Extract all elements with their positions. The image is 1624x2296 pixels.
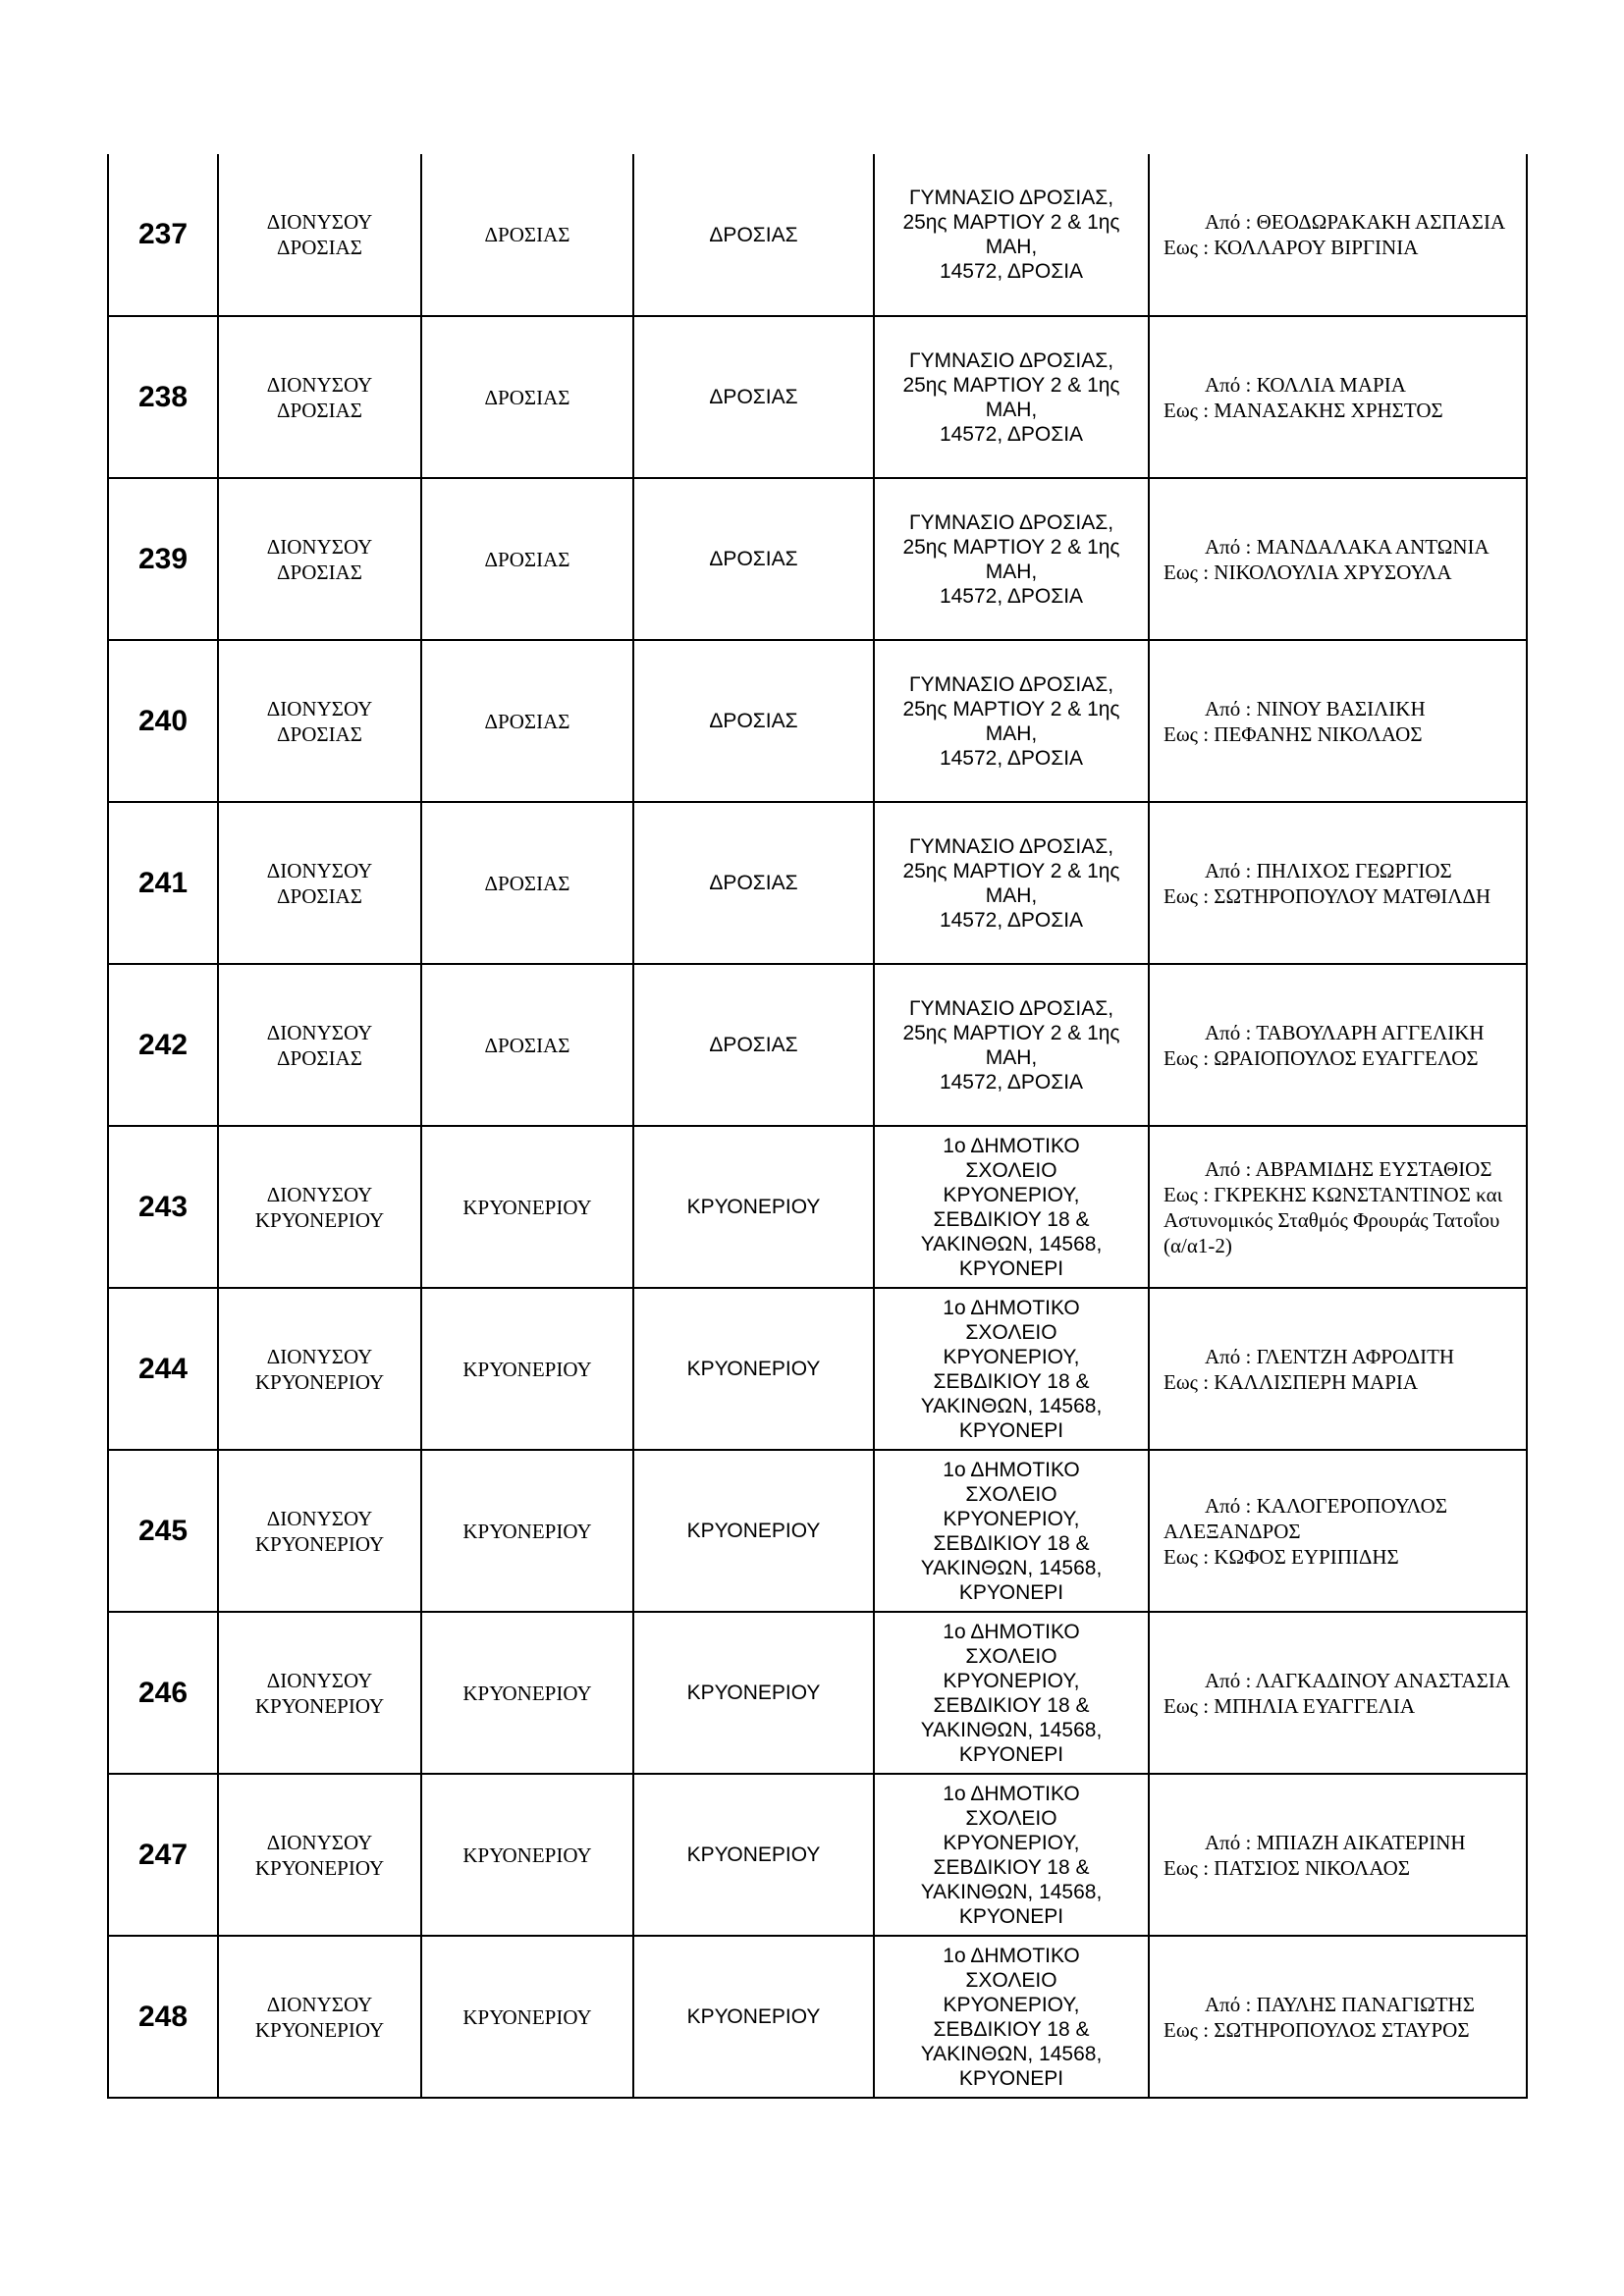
municipal-unit: ΚΡΥΟΝΕΡΙΟΥ: [421, 1126, 633, 1288]
polling-location-line: ΣΧΟΛΕΙΟ: [965, 1806, 1057, 1830]
range-to: Εως : ΠΕΦΑΝΗΣ ΝΙΚΟΛΑΟΣ: [1164, 721, 1423, 746]
electoral-district: ΚΡΥΟΝΕΡΙΟΥ: [633, 1126, 874, 1288]
municipality-line: ΔΙΟΝΥΣΟΥ: [266, 1020, 373, 1044]
voter-range-cell: [1149, 1612, 1527, 1774]
station-number: 241: [108, 802, 218, 964]
voter-range-cell: [1149, 1288, 1527, 1450]
municipal-unit: ΔΡΟΣΙΑΣ: [421, 640, 633, 802]
polling-location-line: 25ης ΜΑΡΤΙΟΥ 2 & 1ης: [902, 535, 1120, 559]
polling-location-line: ΣΕΒΔΙΚΙΟΥ 18 &: [933, 2017, 1090, 2041]
polling-location-line: ΚΡΥΟΝΕΡΙ: [958, 1904, 1064, 1928]
municipal-unit: ΔΡΟΣΙΑΣ: [421, 964, 633, 1126]
polling-location-line: 14572, ΔΡΟΣΙΑ: [939, 422, 1084, 446]
municipality-line: ΔΙΟΝΥΣΟΥ: [266, 1506, 373, 1530]
polling-location-line: ΚΡΥΟΝΕΡΙΟΥ,: [943, 1507, 1080, 1530]
station-number: 248: [108, 1936, 218, 2098]
municipality-line: ΚΡΥΟΝΕΡΙΟΥ: [254, 1369, 385, 1394]
polling-location-line: ΓΥΜΝΑΣΙΟ ΔΡΟΣΙΑΣ,: [908, 187, 1114, 209]
municipality-cell: [218, 1774, 421, 1936]
polling-location-line: ΣΧΟΛΕΙΟ: [965, 1968, 1057, 1992]
table-row: [108, 1774, 1527, 1936]
range-from: Από : ΘΕΟΔΩΡΑΚΑΚΗ ΑΣΠΑΣΙΑ: [1205, 210, 1506, 234]
station-number: 242: [108, 964, 218, 1126]
electoral-district: ΚΡΥΟΝΕΡΙΟΥ: [633, 1774, 874, 1936]
polling-location-line: 14572, ΔΡΟΣΙΑ: [939, 908, 1084, 932]
polling-location-line: ΚΡΥΟΝΕΡΙΟΥ,: [943, 1831, 1080, 1854]
municipality-line: ΔΙΟΝΥΣΟΥ: [266, 1182, 373, 1206]
range-from: Από : ΝΙΝΟΥ ΒΑΣΙΛΙΚΗ: [1205, 696, 1426, 721]
polling-location-line: ΥΑΚΙΝΘΩΝ, 14568,: [920, 1718, 1103, 1741]
polling-location-line: 25ης ΜΑΡΤΙΟΥ 2 & 1ης: [902, 211, 1120, 234]
municipal-unit: ΚΡΥΟΝΕΡΙΟΥ: [421, 1936, 633, 2098]
table-row: [108, 802, 1527, 964]
range-from: Από : ΠΑΥΛΗΣ ΠΑΝΑΓΙΩΤΗΣ: [1205, 1992, 1475, 2016]
station-number: 245: [108, 1450, 218, 1612]
polling-location-line: ΚΡΥΟΝΕΡΙ: [958, 1256, 1064, 1280]
voter-range-cell: [1149, 964, 1527, 1126]
polling-location-line: ΣΕΒΔΙΚΙΟΥ 18 &: [933, 1369, 1090, 1393]
municipal-unit: ΚΡΥΟΝΕΡΙΟΥ: [421, 1612, 633, 1774]
table-row: [108, 964, 1527, 1126]
municipality-cell: [218, 964, 421, 1126]
municipality-cell: [218, 640, 421, 802]
range-to: Εως : ΜΑΝΑΣΑΚΗΣ ΧΡΗΣΤΟΣ: [1164, 398, 1443, 422]
municipality-line: ΔΙΟΝΥΣΟΥ: [266, 1830, 373, 1854]
range-from: Από : ΠΗΛΙΧΟΣ ΓΕΩΡΓΙΟΣ: [1205, 858, 1452, 882]
municipal-unit: ΔΡΟΣΙΑΣ: [421, 478, 633, 640]
municipality-cell: [218, 154, 421, 316]
polling-location-line: ΥΑΚΙΝΘΩΝ, 14568,: [920, 1556, 1103, 1579]
range-from: Από : ΜΑΝΔΑΛΑΚΑ ΑΝΤΩΝΙΑ: [1205, 534, 1489, 559]
electoral-district: ΔΡΟΣΙΑΣ: [633, 964, 874, 1126]
municipal-unit: ΔΡΟΣΙΑΣ: [421, 154, 633, 316]
municipality-line: ΔΡΟΣΙΑΣ: [277, 236, 362, 259]
polling-station-table: [107, 154, 1528, 2099]
municipal-unit: ΔΡΟΣΙΑΣ: [421, 802, 633, 964]
polling-location-line: 14572, ΔΡΟΣΙΑ: [939, 584, 1084, 608]
polling-location-line: ΥΑΚΙΝΘΩΝ, 14568,: [920, 1880, 1103, 1903]
municipality-line: ΔΙΟΝΥΣΟΥ: [266, 534, 373, 559]
polling-location-line: 1ο ΔΗΜΟΤΙΚΟ: [943, 1134, 1080, 1157]
municipality-cell: [218, 1936, 421, 2098]
municipal-unit: ΚΡΥΟΝΕΡΙΟΥ: [421, 1774, 633, 1936]
electoral-district: ΚΡΥΟΝΕΡΙΟΥ: [633, 1288, 874, 1450]
table-row: [108, 640, 1527, 802]
polling-location-line: ΚΡΥΟΝΕΡΙ: [958, 1580, 1064, 1604]
municipality-cell: [218, 802, 421, 964]
municipality-line: ΔΡΟΣΙΑΣ: [277, 560, 362, 584]
municipality-line: ΔΡΟΣΙΑΣ: [277, 721, 362, 746]
polling-location-cell: [874, 1774, 1149, 1936]
polling-location-cell: [874, 1450, 1149, 1612]
table-row: [108, 316, 1527, 478]
polling-location-line: ΣΧΟΛΕΙΟ: [965, 1644, 1057, 1668]
station-number: 246: [108, 1612, 218, 1774]
polling-location-line: 1ο ΔΗΜΟΤΙΚΟ: [943, 1458, 1080, 1481]
municipality-cell: [218, 1612, 421, 1774]
polling-location-line: ΥΑΚΙΝΘΩΝ, 14568,: [920, 1232, 1103, 1255]
polling-location-cell: [874, 964, 1149, 1126]
municipal-unit: ΚΡΥΟΝΕΡΙΟΥ: [421, 1288, 633, 1450]
range-to: Εως : ΚΩΦΟΣ ΕΥΡΙΠΙΔΗΣ: [1164, 1544, 1399, 1569]
electoral-district: ΔΡΟΣΙΑΣ: [633, 316, 874, 478]
municipality-cell: [218, 1288, 421, 1450]
polling-location-line: ΚΡΥΟΝΕΡΙ: [958, 1418, 1064, 1442]
electoral-district: ΔΡΟΣΙΑΣ: [633, 478, 874, 640]
municipality-line: ΔΡΟΣΙΑΣ: [277, 398, 362, 422]
polling-location-cell: [874, 1612, 1149, 1774]
polling-location-line: ΓΥΜΝΑΣΙΟ ΔΡΟΣΙΑΣ,: [908, 996, 1114, 1020]
municipal-unit: ΚΡΥΟΝΕΡΙΟΥ: [421, 1450, 633, 1612]
polling-location-line: ΣΕΒΔΙΚΙΟΥ 18 &: [933, 1855, 1090, 1879]
polling-location-cell: [874, 1936, 1149, 2098]
voter-range-cell: [1149, 478, 1527, 640]
municipality-line: ΔΡΟΣΙΑΣ: [277, 1045, 362, 1070]
station-number: 238: [108, 316, 218, 478]
municipality-line: ΔΙΟΝΥΣΟΥ: [266, 1992, 373, 2016]
polling-location-cell: [874, 640, 1149, 802]
table-row: [108, 478, 1527, 640]
municipality-cell: [218, 316, 421, 478]
polling-location-line: ΚΡΥΟΝΕΡΙΟΥ,: [943, 1993, 1080, 2016]
polling-location-line: ΣΕΒΔΙΚΙΟΥ 18 &: [933, 1531, 1090, 1555]
polling-location-line: ΜΑΗ,: [985, 560, 1038, 583]
polling-location-line: 1ο ΔΗΜΟΤΙΚΟ: [943, 1944, 1080, 1967]
polling-location-cell: [874, 478, 1149, 640]
polling-location-line: ΜΑΗ,: [985, 236, 1038, 258]
range-to: Εως : ΣΩΤΗΡΟΠΟΥΛΟΥ ΜΑΤΘΙΛΔΗ: [1164, 883, 1491, 908]
polling-location-line: ΥΑΚΙΝΘΩΝ, 14568,: [920, 1394, 1103, 1417]
municipality-line: ΚΡΥΟΝΕΡΙΟΥ: [254, 1531, 385, 1556]
polling-location-line: ΜΑΗ,: [985, 883, 1038, 907]
polling-location-cell: [874, 802, 1149, 964]
electoral-district: ΔΡΟΣΙΑΣ: [633, 640, 874, 802]
range-to: Εως : ΣΩΤΗΡΟΠΟΥΛΟΣ ΣΤΑΥΡΟΣ: [1164, 2017, 1470, 2042]
voter-range-cell: [1149, 1126, 1527, 1288]
municipality-line: ΚΡΥΟΝΕΡΙΟΥ: [254, 1855, 385, 1880]
polling-location-line: ΣΧΟΛΕΙΟ: [965, 1482, 1057, 1506]
station-number: 237: [108, 154, 218, 316]
polling-location-cell: [874, 1288, 1149, 1450]
range-from: Από : ΛΑΓΚΑΔΙΝΟΥ ΑΝΑΣΤΑΣΙΑ: [1205, 1668, 1510, 1692]
electoral-district: ΔΡΟΣΙΑΣ: [633, 802, 874, 964]
municipality-line: ΚΡΥΟΝΕΡΙΟΥ: [254, 1207, 385, 1232]
polling-location-line: ΣΕΒΔΙΚΙΟΥ 18 &: [933, 1693, 1090, 1717]
municipal-unit: ΔΡΟΣΙΑΣ: [421, 316, 633, 478]
table-row: [108, 1936, 1527, 2098]
polling-location-line: ΜΑΗ,: [985, 721, 1038, 745]
polling-location-line: ΓΥΜΝΑΣΙΟ ΔΡΟΣΙΑΣ,: [908, 510, 1114, 534]
voter-range-cell: [1149, 802, 1527, 964]
polling-location-cell: [874, 154, 1149, 316]
range-to: Εως : ΚΟΛΛΑΡΟΥ ΒΙΡΓΙΝΙΑ: [1164, 236, 1419, 259]
polling-location-line: 14572, ΔΡΟΣΙΑ: [939, 1070, 1084, 1094]
voter-range-cell: [1149, 154, 1527, 316]
range-to: Εως : ΝΙΚΟΛΟΥΛΙΑ ΧΡΥΣΟΥΛΑ: [1164, 560, 1452, 584]
polling-location-line: ΚΡΥΟΝΕΡΙΟΥ,: [943, 1183, 1080, 1206]
polling-location-line: ΣΕΒΔΙΚΙΟΥ 18 &: [933, 1207, 1090, 1231]
station-number: 244: [108, 1288, 218, 1450]
table-row: [108, 1450, 1527, 1612]
polling-location-line: 25ης ΜΑΡΤΙΟΥ 2 & 1ης: [902, 697, 1120, 721]
electoral-district: ΔΡΟΣΙΑΣ: [633, 154, 874, 316]
voter-range-cell: [1149, 640, 1527, 802]
range-from: Από : ΜΠΙΑΖΗ ΑΙΚΑΤΕΡΙΝΗ: [1205, 1830, 1466, 1854]
voter-range-cell: [1149, 1450, 1527, 1612]
polling-location-line: 1ο ΔΗΜΟΤΙΚΟ: [943, 1782, 1080, 1805]
polling-location-line: 25ης ΜΑΡΤΙΟΥ 2 & 1ης: [902, 859, 1120, 882]
polling-location-line: ΣΧΟΛΕΙΟ: [965, 1320, 1057, 1344]
electoral-district: ΚΡΥΟΝΕΡΙΟΥ: [633, 1612, 874, 1774]
polling-location-line: ΚΡΥΟΝΕΡΙ: [958, 1742, 1064, 1766]
municipality-line: ΔΙΟΝΥΣΟΥ: [266, 1344, 373, 1368]
station-number: 240: [108, 640, 218, 802]
municipality-line: ΔΙΟΝΥΣΟΥ: [266, 696, 373, 721]
municipality-line: ΚΡΥΟΝΕΡΙΟΥ: [254, 2017, 385, 2042]
electoral-district: ΚΡΥΟΝΕΡΙΟΥ: [633, 1936, 874, 2098]
station-number: 243: [108, 1126, 218, 1288]
range-to: Εως : ΚΑΛΛΙΣΠΕΡΗ ΜΑΡΙΑ: [1164, 1369, 1419, 1394]
polling-location-line: ΚΡΥΟΝΕΡΙ: [958, 2066, 1064, 2090]
municipality-line: ΔΙΟΝΥΣΟΥ: [266, 1668, 373, 1692]
station-number: 239: [108, 478, 218, 640]
range-from: Από : ΚΟΛΛΙΑ ΜΑΡΙΑ: [1205, 372, 1406, 397]
voter-range-cell: [1149, 316, 1527, 478]
municipality-line: ΔΙΟΝΥΣΟΥ: [266, 858, 373, 882]
station-number: 247: [108, 1774, 218, 1936]
voter-range-cell: [1149, 1774, 1527, 1936]
range-to: Εως : ΠΑΤΣΙΟΣ ΝΙΚΟΛΑΟΣ: [1164, 1855, 1410, 1880]
polling-location-line: ΚΡΥΟΝΕΡΙΟΥ,: [943, 1669, 1080, 1692]
polling-location-line: 25ης ΜΑΡΤΙΟΥ 2 & 1ης: [902, 373, 1120, 397]
municipality-line: ΔΙΟΝΥΣΟΥ: [266, 372, 373, 397]
range-from: Από : ΓΛΕΝΤΖΗ ΑΦΡΟΔΙΤΗ: [1205, 1344, 1455, 1368]
polling-location-line: ΓΥΜΝΑΣΙΟ ΔΡΟΣΙΑΣ,: [908, 834, 1114, 858]
table-row: [108, 1288, 1527, 1450]
polling-location-line: ΓΥΜΝΑΣΙΟ ΔΡΟΣΙΑΣ,: [908, 348, 1114, 372]
table-row: [108, 1126, 1527, 1288]
range-to: Εως : ΜΠΗΛΙΑ ΕΥΑΓΓΕΛΙΑ: [1164, 1693, 1415, 1718]
range-from: Από : ΚΑΛΟΓΕΡΟΠΟΥΛΟΣ ΑΛΕΞΑΝΔΡΟΣ: [1164, 1493, 1448, 1543]
voter-range-cell: [1149, 1936, 1527, 2098]
polling-location-line: ΜΑΗ,: [985, 398, 1038, 421]
municipality-line: ΔΡΟΣΙΑΣ: [277, 883, 362, 908]
table-body: [108, 154, 1527, 2098]
polling-location-line: 14572, ΔΡΟΣΙΑ: [939, 746, 1084, 770]
polling-location-cell: [874, 316, 1149, 478]
municipality-cell: [218, 1450, 421, 1612]
range-from: Από : ΤΑΒΟΥΛΑΡΗ ΑΓΓΕΛΙΚΗ: [1205, 1020, 1485, 1044]
polling-location-cell: [874, 1126, 1149, 1288]
table-row: [108, 1612, 1527, 1774]
table-row: [108, 154, 1527, 316]
polling-location-line: 1ο ΔΗΜΟΤΙΚΟ: [943, 1296, 1080, 1319]
polling-location-line: 25ης ΜΑΡΤΙΟΥ 2 & 1ης: [902, 1021, 1120, 1044]
municipality-line: ΚΡΥΟΝΕΡΙΟΥ: [254, 1693, 385, 1718]
polling-location-line: ΓΥΜΝΑΣΙΟ ΔΡΟΣΙΑΣ,: [908, 672, 1114, 696]
range-to: Εως : ΩΡΑΙΟΠΟΥΛΟΣ ΕΥΑΓΓΕΛΟΣ: [1164, 1045, 1479, 1070]
range-from: Από : ΑΒΡΑΜΙΔΗΣ ΕΥΣΤΑΘΙΟΣ: [1205, 1156, 1492, 1181]
municipality-cell: [218, 1126, 421, 1288]
municipality-cell: [218, 478, 421, 640]
electoral-district: ΚΡΥΟΝΕΡΙΟΥ: [633, 1450, 874, 1612]
polling-location-line: ΚΡΥΟΝΕΡΙΟΥ,: [943, 1345, 1080, 1368]
polling-location-line: ΣΧΟΛΕΙΟ: [965, 1158, 1057, 1182]
polling-location-line: ΜΑΗ,: [985, 1045, 1038, 1069]
range-to: Εως : ΓΚΡΕΚΗΣ ΚΩΝΣΤΑΝΤΙΝΟΣ και Αστυνομικός Σταθμός Φρουράς Τατοΐου (α/α1-2): [1164, 1182, 1503, 1257]
polling-location-line: 14572, ΔΡΟΣΙΑ: [939, 260, 1084, 283]
polling-location-line: 1ο ΔΗΜΟΤΙΚΟ: [943, 1620, 1080, 1643]
municipality-line: ΔΙΟΝΥΣΟΥ: [266, 210, 373, 234]
polling-location-line: ΥΑΚΙΝΘΩΝ, 14568,: [920, 2042, 1103, 2065]
